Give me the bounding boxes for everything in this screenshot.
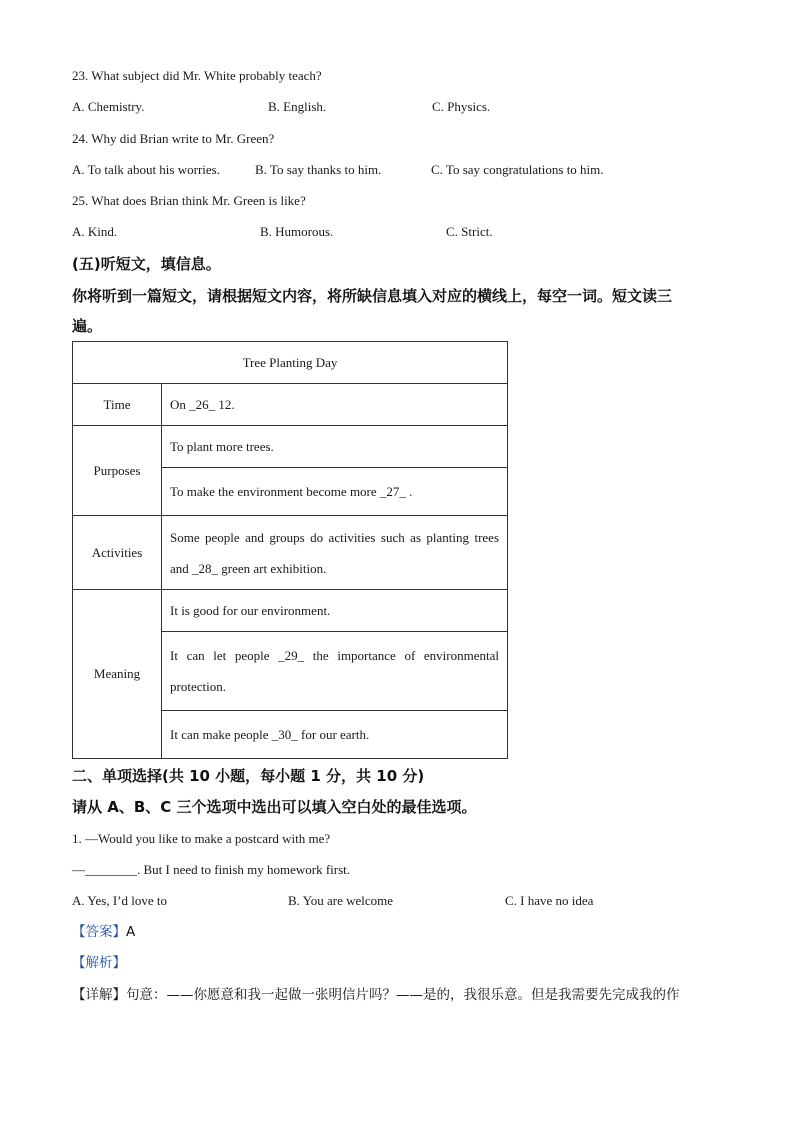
question-1-option-c: C. I have no idea <box>505 893 594 908</box>
meaning-label: Meaning <box>73 590 162 759</box>
meaning-item-3: It can make people _30_ for our earth. <box>162 711 508 759</box>
question-25-option-a: A. Kind. <box>72 224 118 239</box>
section-5-heading: (五)听短文，填信息。 <box>72 255 221 273</box>
answer-tag: 【答案】 <box>72 924 126 940</box>
answer-value: A <box>126 924 136 940</box>
section-5-instruction-line-1: 你将听到一篇短文，请根据短文内容，将所缺信息填入对应的横线上，每空一词。短文读三 <box>72 287 673 305</box>
question-24-option-a: A. To talk about his worries. <box>72 162 220 177</box>
purpose-item-1: To plant more trees. <box>162 426 508 468</box>
section-2-instruction: 请从 A、B、C 三个选项中选出可以填入空白处的最佳选项。 <box>72 798 477 816</box>
question-24-option-b: B. To say thanks to him. <box>255 162 382 177</box>
purposes-label: Purposes <box>73 426 162 516</box>
question-23-option-a: A. Chemistry. <box>72 99 145 114</box>
question-23-option-b: B. English. <box>268 99 327 114</box>
activities-label: Activities <box>73 516 162 590</box>
question-24-stem: 24. Why did Brian write to Mr. Green? <box>72 131 275 146</box>
tree-planting-table <box>72 341 508 759</box>
section-5-instruction-line-2: 遍。 <box>72 317 103 335</box>
detail-line <box>72 986 680 1004</box>
question-24-option-c: C. To say congratulations to him. <box>431 162 604 177</box>
time-label: Time <box>73 384 162 426</box>
analysis-line <box>72 954 126 972</box>
meaning-item-1: It is good for our environment. <box>162 590 508 632</box>
answer-line <box>72 923 135 941</box>
question-1-option-a: A. Yes, I’d love to <box>72 893 167 908</box>
detail-text: 句意：——你愿意和我一起做一张明信片吗？——是的，我很乐意。但是我需要先完成我的作 <box>126 987 680 1003</box>
section-2-heading: 二、单项选择(共 10 小题，每小题 1 分，共 10 分) <box>72 767 425 785</box>
question-1-line-1: 1. —Would you like to make a postcard with me? <box>72 831 331 846</box>
purpose-item-2: To make the environment become more _27_ . <box>162 468 508 516</box>
question-1-line-2: —________. But I need to finish my homework first. <box>72 862 351 877</box>
activities-value: Some people and groups do activities such as planting trees and _28_ green art exhibition. <box>162 516 508 590</box>
question-25-stem: 25. What does Brian think Mr. Green is like? <box>72 193 306 208</box>
question-25-option-c: C. Strict. <box>446 224 493 239</box>
question-23-stem: 23. What subject did Mr. White probably teach? <box>72 68 322 83</box>
question-1-option-b: B. You are welcome <box>288 893 394 908</box>
analysis-tag: 【解析】 <box>72 955 126 971</box>
question-23-option-c: C. Physics. <box>432 99 491 114</box>
table-title: Tree Planting Day <box>73 342 508 384</box>
detail-tag: 【详解】 <box>72 987 126 1003</box>
meaning-item-2: It can let people _29_ the importance of environmental protection. <box>162 632 508 711</box>
question-25-option-b: B. Humorous. <box>260 224 334 239</box>
time-value: On _26_ 12. <box>162 384 508 426</box>
